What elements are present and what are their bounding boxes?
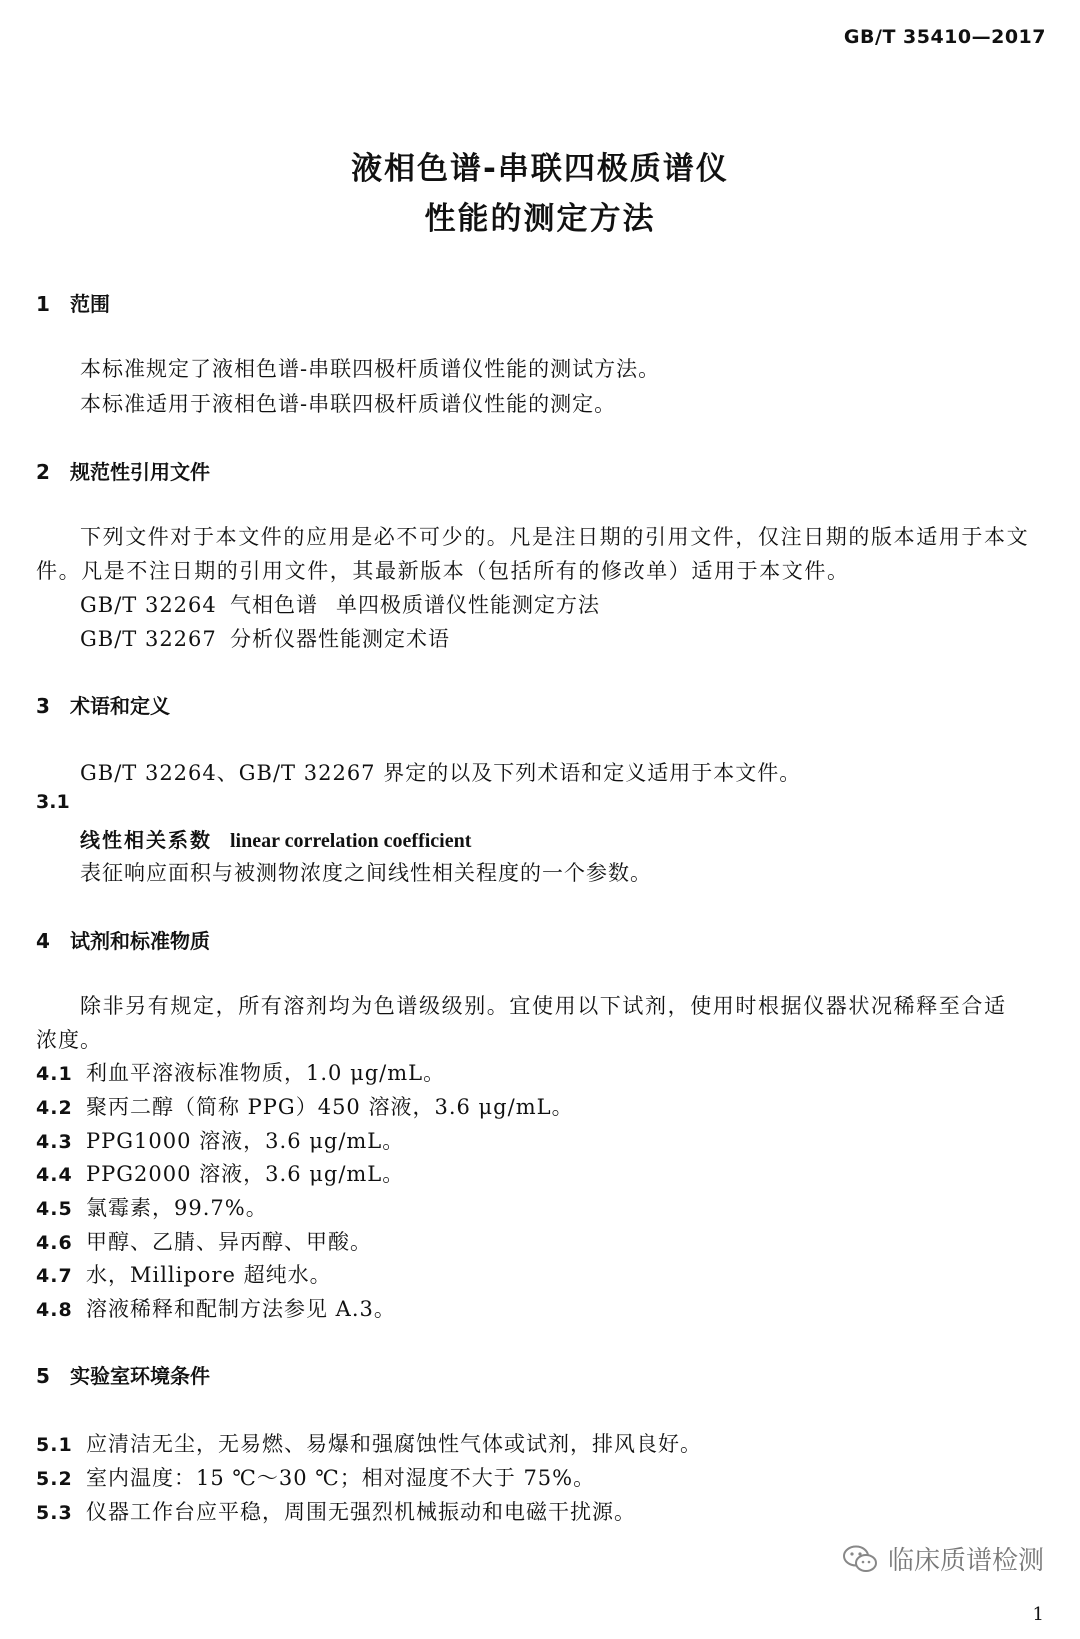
list-item — [36, 1091, 574, 1121]
section-title: 范围 — [70, 292, 110, 316]
section-2-heading — [36, 456, 210, 485]
reference-code: GB/T 32267 — [80, 627, 217, 651]
section-3-heading — [36, 690, 170, 719]
document-title-line-1: 液相色谱-串联四极质谱仪 — [351, 151, 729, 187]
list-item — [36, 1293, 396, 1323]
section-1-heading — [36, 288, 110, 317]
section-4-heading — [36, 925, 210, 954]
paragraph: 除非另有规定，所有溶剂均为色谱级级别。宜使用以下试剂，使用时根据仪器状况稀释至合适 — [80, 994, 1007, 1018]
section-title: 术语和定义 — [70, 694, 170, 718]
item-number: 4.4 — [36, 1164, 73, 1186]
reference-code: GB/T 32264 — [80, 593, 217, 617]
term-number: 3.1 — [36, 791, 70, 813]
paragraph: 浓度。 — [36, 1028, 102, 1052]
list-item — [36, 1158, 404, 1188]
item-number: 4.2 — [36, 1097, 73, 1119]
item-number: 5.2 — [36, 1468, 73, 1490]
item-text: 利血平溶液标准物质，1.0 μg/mL。 — [86, 1061, 446, 1085]
wechat-icon — [842, 1544, 878, 1574]
section-title: 规范性引用文件 — [70, 460, 210, 484]
list-item — [36, 1462, 595, 1492]
section-number: 1 — [36, 292, 50, 316]
item-text: 氯霉素，99.7%。 — [86, 1196, 268, 1220]
paragraph: 下列文件对于本文件的应用是必不可少的。凡是注日期的引用文件，仅注日期的版本适用于本文 — [80, 525, 1030, 549]
paragraph: 本标准适用于液相色谱-串联四极杆质谱仪性能的测定。 — [80, 392, 617, 416]
item-text: PPG2000 溶液，3.6 μg/mL。 — [86, 1162, 405, 1186]
item-text: 聚丙二醇（简称 PPG）450 溶液，3.6 μg/mL。 — [86, 1095, 574, 1119]
page-number: 1 — [1032, 1604, 1044, 1625]
list-item — [36, 1192, 268, 1222]
item-number: 5.1 — [36, 1434, 73, 1456]
normative-reference — [80, 623, 450, 653]
item-text: 应清洁无尘，无易燃、易爆和强腐蚀性气体或试剂，排风良好。 — [86, 1432, 702, 1456]
paragraph: 件。凡是不注日期的引用文件，其最新版本（包括所有的修改单）适用于本文件。 — [36, 559, 850, 583]
reference-title: 分析仪器性能测定术语 — [230, 627, 450, 651]
item-number: 4.6 — [36, 1232, 73, 1254]
paragraph: 本标准规定了液相色谱-串联四极杆质谱仪性能的测试方法。 — [80, 357, 661, 381]
section-number: 5 — [36, 1364, 50, 1388]
item-number: 4.5 — [36, 1198, 73, 1220]
list-item — [36, 1226, 372, 1256]
watermark-text: 临床质谱检测 — [887, 1546, 1044, 1576]
section-number: 3 — [36, 694, 50, 718]
list-item — [36, 1057, 445, 1087]
term-english: linear correlation coefficient — [230, 830, 472, 852]
section-title: 实验室环境条件 — [70, 1364, 210, 1388]
term-entry — [80, 824, 471, 853]
item-text: 水，Millipore 超纯水。 — [86, 1263, 332, 1287]
reference-title: 单四极质谱仪性能测定方法 — [336, 593, 600, 617]
list-item — [36, 1259, 332, 1289]
item-text: PPG1000 溶液，3.6 μg/mL。 — [86, 1129, 405, 1153]
document-title-line-2: 性能的测定方法 — [424, 201, 656, 237]
wechat-watermark — [842, 1540, 1044, 1577]
item-number: 5.3 — [36, 1502, 73, 1524]
paragraph: GB/T 32264、GB/T 32267 界定的以及下列术语和定义适用于本文件。 — [80, 761, 802, 785]
section-5-heading — [36, 1360, 210, 1389]
list-item — [36, 1125, 404, 1155]
list-item — [36, 1496, 636, 1526]
item-text: 仪器工作台应平稳，周围无强烈机械振动和电磁干扰源。 — [86, 1500, 636, 1524]
section-number: 2 — [36, 460, 50, 484]
term-definition: 表征响应面积与被测物浓度之间线性相关程度的一个参数。 — [80, 861, 652, 885]
section-title: 试剂和标准物质 — [70, 929, 210, 953]
item-number: 4.1 — [36, 1063, 73, 1085]
normative-reference — [80, 589, 600, 619]
list-item — [36, 1428, 702, 1458]
reference-title: 气相色谱 — [230, 593, 318, 617]
section-number: 4 — [36, 929, 50, 953]
item-text: 室内温度：15 ℃～30 ℃；相对湿度不大于 75%。 — [86, 1466, 596, 1490]
term-chinese: 线性相关系数 — [80, 828, 212, 852]
item-text: 甲醇、乙腈、异丙醇、甲酸。 — [86, 1230, 372, 1254]
item-number: 4.8 — [36, 1299, 73, 1321]
item-text: 溶液稀释和配制方法参见 A.3。 — [86, 1297, 396, 1321]
standard-code: GB/T 35410—2017 — [843, 26, 1046, 48]
item-number: 4.3 — [36, 1131, 73, 1153]
item-number: 4.7 — [36, 1265, 73, 1287]
